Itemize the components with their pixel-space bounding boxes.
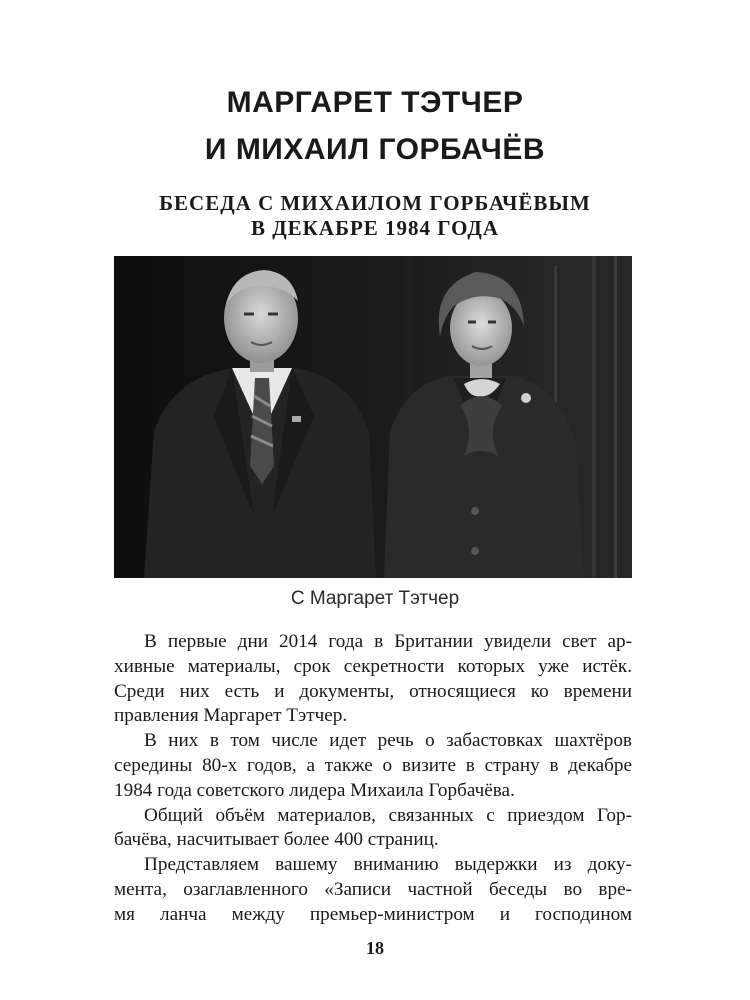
chapter-subtitle-line-1: БЕСЕДА С МИХАИЛОМ ГОРБАЧЁВЫМ xyxy=(159,191,591,215)
paragraph xyxy=(114,853,632,927)
text-line: бачёва, насчитывает более 400 страниц. xyxy=(114,829,439,851)
text-line: Среди них есть и документы, относящиеся ко времени xyxy=(114,680,632,702)
text-line: середины 80-х годов, а также о визите в страну в декабре xyxy=(114,754,632,776)
page-number: 18 xyxy=(366,938,384,958)
paragraph xyxy=(114,729,632,803)
photo-gorbachev-thatcher xyxy=(114,256,632,578)
photo-caption: С Маргарет Тэтчер xyxy=(290,588,460,609)
chapter-title-line-1: МАРГАРЕТ ТЭТЧЕР xyxy=(226,86,524,119)
chapter-subtitle-line-2: В ДЕКАБРЕ 1984 ГОДА xyxy=(250,216,500,240)
text-line: хивные материалы, срок секретности которых уже истёк. xyxy=(114,655,632,677)
text-line: мента, озаглавленного «Записи частной беседы во вре- xyxy=(114,878,632,900)
text-line: Представляем вашему вниманию выдержки из доку- xyxy=(144,854,632,876)
chapter-title-line-2: И МИХАИЛ ГОРБАЧЁВ xyxy=(204,133,546,166)
text-line: В первые дни 2014 года в Британии увидели свет ар- xyxy=(144,631,632,652)
body-text xyxy=(114,630,632,928)
photo-illustration xyxy=(114,256,632,578)
text-line: мя ланча между премьер-министром и господином xyxy=(114,903,632,925)
text-line: Общий объём материалов, связанных с приездом Гор- xyxy=(144,804,632,826)
paragraph xyxy=(114,630,632,729)
text-line: 1984 года советского лидера Михаила Горбачёва. xyxy=(114,779,515,801)
text-line: В них в том числе идет речь о забастовках шахтёров xyxy=(144,730,632,752)
text-line: правления Маргарет Тэтчер. xyxy=(114,705,348,727)
paragraph xyxy=(114,804,632,854)
